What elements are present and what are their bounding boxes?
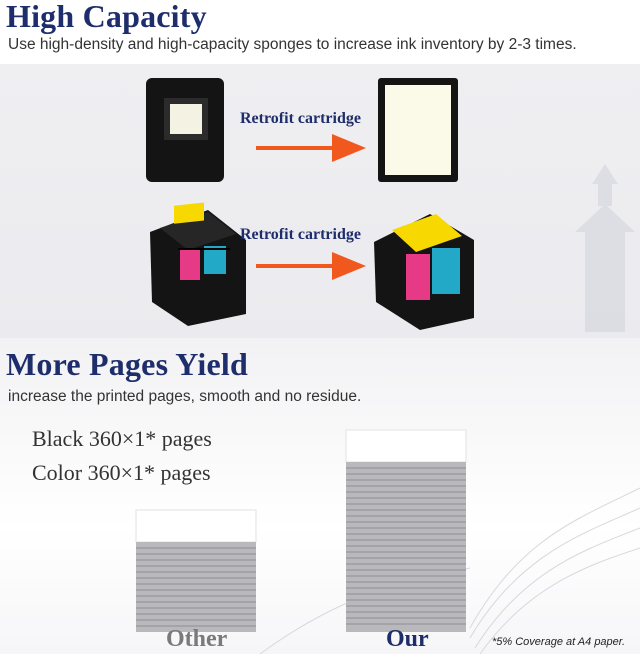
- black-pages-label: Black 360×1* pages: [32, 426, 212, 451]
- our-label: Our: [386, 626, 429, 652]
- section-subtitle-high-capacity: Use high-density and high-capacity sponges to increase ink inventory by 2-3 times.: [8, 36, 577, 53]
- paper-stack-our: [346, 430, 466, 632]
- section-title-more-pages: More Pages Yield: [6, 346, 248, 382]
- paper-stacks-illustration: [0, 338, 640, 654]
- cartridge-illustration: [0, 64, 640, 338]
- cartridge-comparison-panel: [0, 64, 640, 338]
- retrofit-label-color: Retrofit cartridge: [240, 226, 361, 243]
- section-subtitle-more-pages: increase the printed pages, smooth and no residue.: [8, 388, 362, 405]
- retrofit-label-black: Retrofit cartridge: [240, 110, 361, 127]
- black-cartridge-retrofit: [378, 78, 458, 182]
- color-cartridge-original: [150, 203, 246, 326]
- color-cartridge-retrofit: [374, 214, 474, 330]
- other-label: Other: [166, 626, 228, 652]
- color-pages-label: Color 360×1* pages: [32, 460, 211, 485]
- arrow-icon-color: [256, 252, 366, 280]
- arrow-icon-black: [256, 134, 366, 162]
- decorative-tower: [575, 164, 635, 332]
- black-cartridge-original: [146, 78, 224, 182]
- pages-yield-panel: [0, 338, 640, 654]
- coverage-footnote: *5% Coverage at A4 paper.: [492, 636, 626, 648]
- paper-stack-other: [136, 510, 256, 632]
- section-title-high-capacity: High Capacity: [6, 0, 207, 34]
